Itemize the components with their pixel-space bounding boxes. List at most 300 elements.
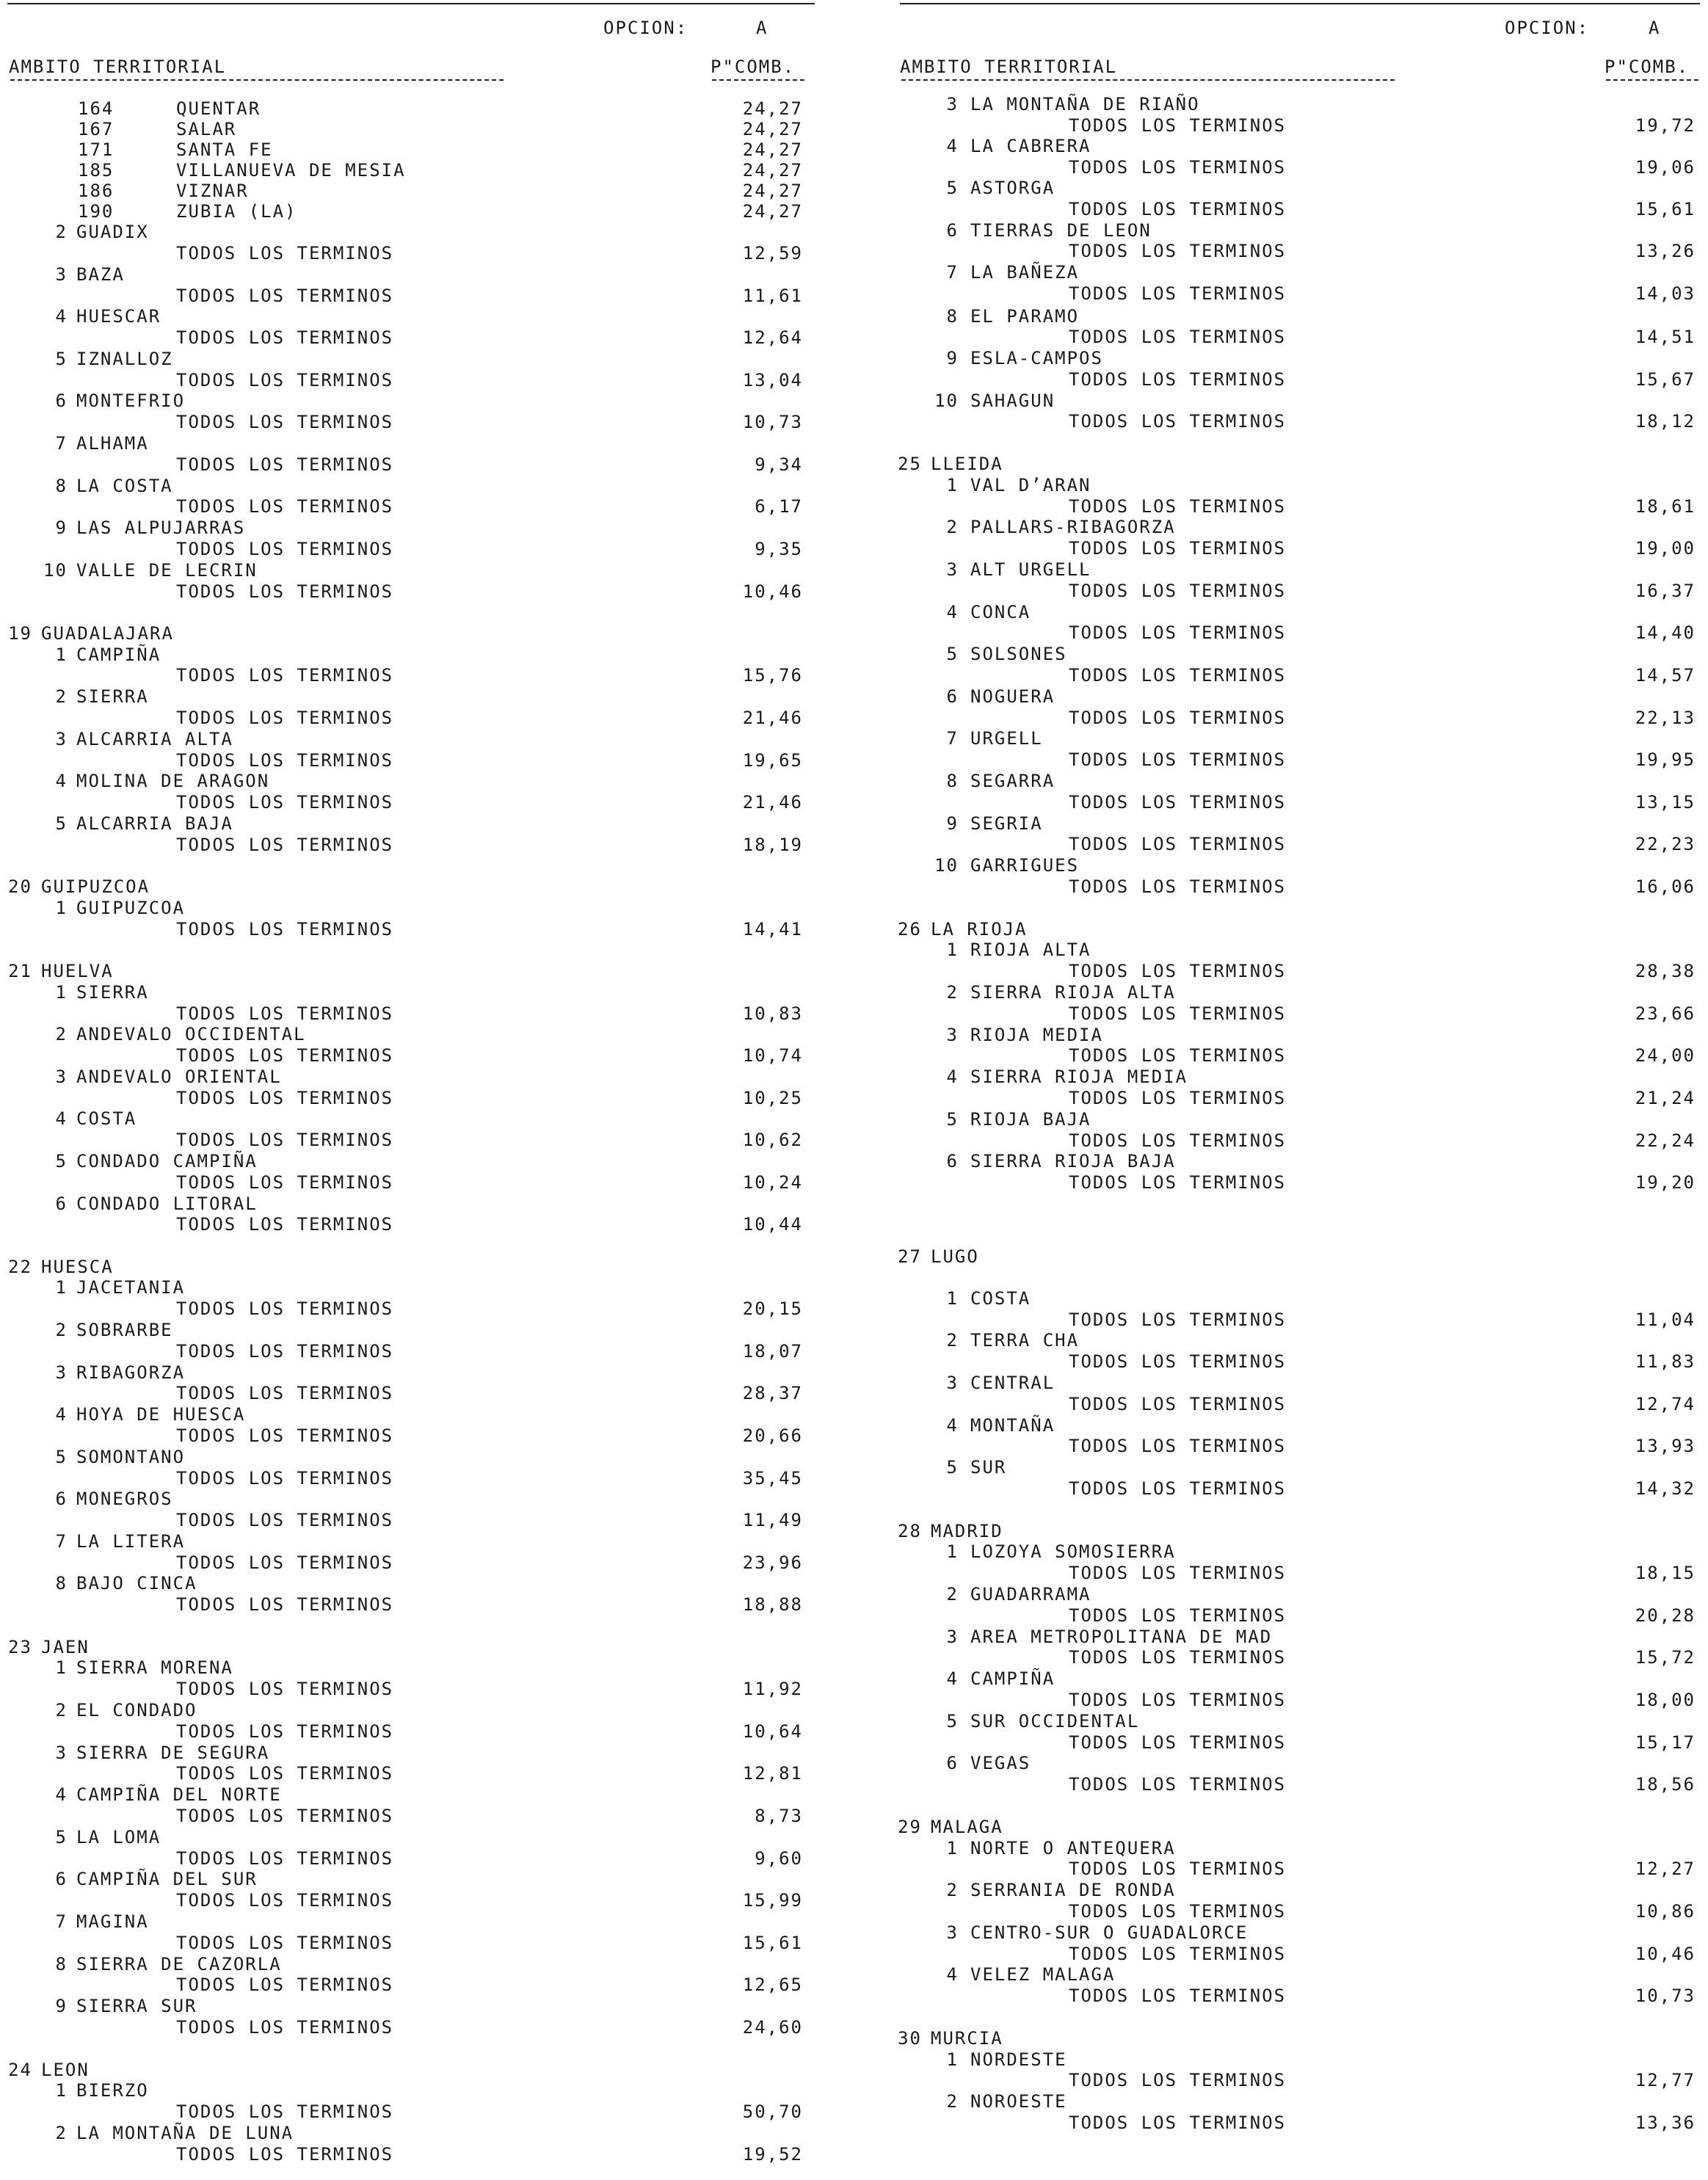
comarca-name: SUR OCCIDENTAL [970,1711,1140,1732]
todos-label: TODOS LOS TERMINOS [1069,369,1287,390]
comarca-name: MAGINA [76,1911,149,1932]
pcomb-value: 24,60 [742,2017,803,2038]
todos-row [885,876,1696,897]
ambito-underline [901,79,1395,81]
comarca-row [0,1954,807,1974]
province-name: HUELVA [41,961,114,981]
pcomb-value: 20,66 [742,1425,803,1446]
todos-label: TODOS LOS TERMINOS [1069,1774,1287,1795]
comarca-number: 1 [55,1657,68,1678]
comarca-name: ANDEVALO ORIENTAL [76,1067,282,1087]
todos-row [0,919,807,940]
pcomb-value: 19,20 [1635,1172,1696,1193]
todos-label: TODOS LOS TERMINOS [176,243,394,264]
comarca-row [0,264,807,285]
comarca-name: LAS ALPUJARRAS [76,517,246,538]
todos-label: TODOS LOS TERMINOS [176,708,394,728]
comarca-row [0,1869,807,1889]
comarca-name: CONDADO LITORAL [76,1193,258,1214]
comarca-name: ESLA-CAMPOS [970,348,1103,368]
comarca-name: HUESCAR [76,306,161,327]
comarca-number: 2 [55,1700,68,1721]
pcomb-value: 12,27 [1635,1859,1696,1879]
comarca-name: CENTRAL [970,1373,1055,1393]
comarca-row [885,728,1693,749]
comarca-row [0,686,807,707]
pcomb-value: 9,35 [755,539,803,559]
todos-row [0,1298,807,1319]
todos-row [885,1563,1696,1583]
comarca-row [885,1584,1693,1605]
todos-row [885,411,1696,432]
comarca-name: AREA METROPOLITANA DE MAD [970,1627,1273,1647]
todos-row [0,1552,807,1573]
todos-label: TODOS LOS TERMINOS [1069,665,1287,686]
comarca-name: CONCA [970,602,1031,622]
comarca-row [0,1362,807,1383]
todos-row [885,622,1696,643]
pcomb-underline [712,79,804,81]
province-row [0,1637,807,1657]
pcomb-value: 10,62 [742,1130,803,1150]
municipio-code: 190 [78,201,115,222]
pcomb-value: 15,61 [742,1933,803,1953]
opcion-label: OPCION: [603,18,688,38]
comarca-number: 5 [55,1827,68,1847]
comarca-name: LA CABRERA [970,136,1091,156]
todos-row [885,1774,1696,1795]
comarca-name: VAL D’ARAN [970,475,1091,495]
province-row [885,2028,1693,2049]
comarca-number: 3 [946,1373,959,1393]
pcomb-value: 10,83 [742,1003,803,1024]
province-name: MALAGA [931,1817,1003,1837]
comarca-number: 2 [946,2091,959,2112]
province-name: MURCIA [931,2028,1003,2049]
comarca-name: ALCARRIA BAJA [76,813,233,834]
todos-row [0,835,807,855]
comarca-name: ALCARRIA ALTA [76,729,233,749]
pcomb-value: 12,64 [742,327,803,348]
todos-row [0,708,807,728]
todos-row [0,1425,807,1446]
todos-label: TODOS LOS TERMINOS [1069,1901,1287,1922]
todos-label: TODOS LOS TERMINOS [176,1383,394,1403]
pcomb-value: 19,00 [1635,538,1696,559]
todos-label: TODOS LOS TERMINOS [176,454,394,475]
comarca-number: 3 [55,1743,68,1763]
comarca-name: NOGUERA [970,686,1055,707]
pcomb-value: 10,44 [742,1214,803,1235]
todos-row [885,1088,1696,1108]
top-rule [900,3,1700,4]
comarca-number: 2 [946,1330,959,1351]
municipio-name: QUENTAR [176,98,261,119]
province-code: 19 [8,623,32,644]
province-name: GUADALAJARA [41,623,174,644]
right-column [885,0,1708,2180]
comarca-name: BAZA [76,264,125,285]
todos-row [0,792,807,813]
comarca-number: 7 [946,728,959,749]
comarca-row [0,390,807,411]
todos-row [0,1763,807,1784]
comarca-name: LA LOMA [76,1827,161,1847]
comarca-number: 5 [946,1109,959,1130]
comarca-name: CAMPIÑA [76,644,161,665]
comarca-row [0,771,807,791]
todos-row [0,454,807,475]
comarca-name: RIOJA BAJA [970,1109,1091,1130]
comarca-number: 1 [946,1838,959,1859]
pcomb-header: P"COMB. [711,57,796,77]
pcomb-value: 10,86 [1635,1901,1696,1922]
todos-row [0,243,807,264]
comarca-row [0,1024,807,1044]
pcomb-value: 22,24 [1635,1130,1696,1151]
municipio-name: ZUBIA (LA) [176,201,297,222]
province-code: 21 [8,961,32,981]
municipio-row [0,160,807,181]
province-code: 25 [898,454,922,474]
pcomb-value: 18,19 [742,835,803,855]
province-row [885,454,1693,474]
todos-row [885,1647,1696,1668]
todos-row [0,1933,807,1953]
pcomb-value: 10,74 [742,1045,803,1066]
todos-row [0,1003,807,1024]
province-row [0,2060,807,2080]
comarca-number: 9 [55,1996,68,2016]
comarca-name: LA MONTAÑA DE LUNA [76,2123,294,2143]
comarca-name: ALT URGELL [970,559,1091,580]
province-code: 22 [8,1257,32,1277]
todos-label: TODOS LOS TERMINOS [176,2144,394,2165]
comarca-row [885,686,1693,707]
pcomb-value: 24,27 [742,139,803,160]
municipio-row [0,98,807,119]
pcomb-value: 11,83 [1635,1351,1696,1372]
comarca-row [0,644,807,665]
todos-row [885,1045,1696,1066]
todos-label: TODOS LOS TERMINOS [1069,1690,1287,1710]
opcion-value: A [756,18,768,38]
ambito-underline [10,79,504,81]
todos-label: TODOS LOS TERMINOS [176,750,394,771]
comarca-row [885,1025,1693,1045]
todos-row [885,1130,1696,1151]
comarca-row [0,1067,807,1087]
pcomb-value: 9,60 [755,1848,803,1869]
todos-label: TODOS LOS TERMINOS [1069,157,1287,178]
comarca-name: CAMPIÑA DEL NORTE [76,1784,282,1805]
todos-label: TODOS LOS TERMINOS [1069,1088,1287,1108]
comarca-row [0,1151,807,1171]
todos-label: TODOS LOS TERMINOS [1069,1563,1287,1583]
pcomb-value: 20,28 [1635,1605,1696,1626]
pcomb-value: 15,72 [1635,1647,1696,1668]
pcomb-value: 19,72 [1635,115,1696,136]
comarca-number: 6 [55,1193,68,1214]
pcomb-value: 15,61 [1635,199,1696,219]
todos-label: TODOS LOS TERMINOS [176,286,394,306]
todos-label: TODOS LOS TERMINOS [1069,708,1287,728]
pcomb-value: 19,95 [1635,749,1696,770]
province-name: LLEIDA [931,454,1003,474]
comarca-row [885,1330,1693,1351]
comarca-row [0,1404,807,1425]
comarca-row [0,1743,807,1763]
municipio-row [0,139,807,160]
todos-row [885,1944,1696,1964]
comarca-number: 2 [55,2123,68,2143]
comarca-row [885,262,1693,283]
comarca-name: BAJO CINCA [76,1573,197,1594]
province-code: 29 [898,1817,922,1837]
todos-row [885,1172,1696,1193]
comarca-name: SIERRA DE CAZORLA [76,1954,282,1974]
comarca-row [885,2049,1693,2070]
pcomb-value: 16,06 [1635,876,1696,897]
todos-row [0,2144,807,2165]
comarca-row [885,1457,1693,1478]
comarca-name: HOYA DE HUESCA [76,1404,246,1425]
pcomb-value: 28,38 [1635,961,1696,981]
comarca-row [885,1067,1693,1087]
pcomb-underline [1606,79,1698,81]
todos-label: TODOS LOS TERMINOS [176,1974,394,1995]
todos-row [885,1605,1696,1626]
comarca-row [0,1489,807,1509]
comarca-number: 2 [946,517,959,537]
pcomb-value: 14,40 [1635,622,1696,643]
todos-row [885,2112,1696,2133]
comarca-number: 9 [55,517,68,538]
comarca-row [885,348,1693,368]
todos-row [885,1394,1696,1414]
todos-label: TODOS LOS TERMINOS [176,1425,394,1446]
todos-row [0,1679,807,1699]
pcomb-value: 24,27 [742,98,803,119]
comarca-row [0,1911,807,1932]
comarca-name: NOROESTE [970,2091,1067,2112]
province-code: 20 [8,876,32,897]
comarca-number: 4 [946,1668,959,1689]
municipio-code: 185 [78,160,115,181]
comarca-number: 4 [946,1964,959,1985]
comarca-row [0,1996,807,2016]
comarca-name: SIERRA SUR [76,1996,197,2016]
comarca-row [0,1827,807,1847]
todos-label: TODOS LOS TERMINOS [176,1088,394,1108]
comarca-name: CONDADO CAMPIÑA [76,1151,258,1171]
pcomb-value: 24,27 [742,181,803,201]
comarca-name: SIERRA RIOJA MEDIA [970,1067,1188,1087]
comarca-row [885,1753,1693,1773]
province-row [0,961,807,981]
comarca-number: 10 [934,390,959,411]
comarca-number: 2 [946,982,959,1003]
comarca-name: RIOJA MEDIA [970,1025,1103,1045]
pcomb-value: 22,23 [1635,834,1696,854]
province-row [0,623,807,644]
todos-row [885,2070,1696,2090]
pcomb-value: 20,15 [742,1298,803,1319]
todos-label: TODOS LOS TERMINOS [176,370,394,390]
todos-label: TODOS LOS TERMINOS [1069,961,1287,981]
todos-label: TODOS LOS TERMINOS [176,581,394,602]
province-name: LUGO [931,1246,979,1267]
todos-label: TODOS LOS TERMINOS [176,1172,394,1193]
comarca-name: SIERRA DE SEGURA [76,1743,270,1763]
todos-row [885,792,1696,813]
comarca-row [0,1277,807,1298]
todos-row [0,1890,807,1911]
comarca-number: 3 [55,1067,68,1087]
todos-row [0,1341,807,1362]
municipio-row [0,201,807,222]
todos-label: TODOS LOS TERMINOS [1069,327,1287,347]
comarca-name: BIERZO [76,2080,149,2101]
todos-label: TODOS LOS TERMINOS [176,1552,394,1573]
pcomb-value: 12,59 [742,243,803,264]
comarca-number: 4 [55,1108,68,1129]
comarca-name: MONTAÑA [970,1415,1055,1436]
todos-row [0,1510,807,1530]
todos-label: TODOS LOS TERMINOS [176,1721,394,1742]
province-row [885,1246,1693,1267]
comarca-number: 3 [55,264,68,285]
todos-label: TODOS LOS TERMINOS [1069,581,1287,601]
pcomb-value: 11,04 [1635,1309,1696,1330]
comarca-name: TIERRAS DE LEON [970,220,1152,241]
comarca-number: 1 [946,940,959,960]
comarca-name: EL CONDADO [76,1700,197,1721]
comarca-name: JACETANIA [76,1277,186,1298]
comarca-name: MONEGROS [76,1489,173,1509]
comarca-name: SEGRIA [970,813,1043,834]
todos-row [885,665,1696,686]
todos-label: TODOS LOS TERMINOS [176,1298,394,1319]
todos-row [0,1594,807,1615]
pcomb-value: 12,81 [742,1763,803,1784]
comarca-row [0,1700,807,1721]
pcomb-value: 18,07 [742,1341,803,1362]
pcomb-value: 13,15 [1635,792,1696,813]
comarca-name: URGELL [970,728,1043,749]
pcomb-value: 13,93 [1635,1436,1696,1456]
comarca-row [0,2080,807,2101]
comarca-number: 1 [55,1277,68,1298]
todos-label: TODOS LOS TERMINOS [1069,749,1287,770]
pcomb-value: 14,51 [1635,327,1696,347]
comarca-number: 5 [55,1151,68,1171]
todos-label: TODOS LOS TERMINOS [176,1130,394,1150]
comarca-row [0,306,807,327]
opcion-value: A [1649,18,1661,38]
comarca-name: GARRIGUES [970,855,1080,876]
comarca-name: SUR [970,1457,1007,1478]
pcomb-value: 10,24 [742,1172,803,1193]
comarca-name: GUADIX [76,222,149,242]
comarca-row [0,560,807,581]
todos-row [0,496,807,517]
opcion-label: OPCION: [1505,18,1590,38]
todos-label: TODOS LOS TERMINOS [176,412,394,432]
comarca-number: 4 [55,306,68,327]
municipio-row [0,119,807,139]
todos-row [885,538,1696,559]
comarca-row [0,349,807,369]
todos-row [885,1309,1696,1330]
todos-label: TODOS LOS TERMINOS [176,539,394,559]
comarca-number: 5 [55,349,68,369]
comarca-number: 4 [946,136,959,156]
todos-label: TODOS LOS TERMINOS [1069,411,1287,432]
pcomb-value: 14,03 [1635,283,1696,304]
comarca-number: 6 [946,686,959,707]
comarca-name: RIBAGORZA [76,1362,186,1383]
municipio-name: VIZNAR [176,181,249,201]
todos-label: TODOS LOS TERMINOS [1069,496,1287,517]
comarca-row [885,602,1693,622]
todos-row [0,1721,807,1742]
todos-label: TODOS LOS TERMINOS [176,1763,394,1784]
pcomb-value: 19,06 [1635,157,1696,178]
comarca-number: 3 [946,559,959,580]
todos-label: TODOS LOS TERMINOS [1069,1003,1287,1024]
todos-label: TODOS LOS TERMINOS [176,919,394,940]
comarca-row [885,1668,1693,1689]
todos-row [885,1003,1696,1024]
comarca-number: 2 [55,1320,68,1340]
comarca-name: LOZOYA SOMOSIERRA [970,1541,1176,1562]
comarca-name: LA COSTA [76,476,173,496]
todos-row [0,1088,807,1108]
pcomb-value: 15,76 [742,665,803,686]
comarca-number: 10 [934,855,959,876]
comarca-name: NORDESTE [970,2049,1067,2070]
pcomb-value: 12,77 [1635,2070,1696,2090]
pcomb-value: 14,41 [742,919,803,940]
todos-label: TODOS LOS TERMINOS [176,1848,394,1869]
province-name: LEON [41,2060,90,2080]
todos-row [0,1848,807,1869]
comarca-row [885,517,1693,537]
comarca-number: 1 [946,2049,959,2070]
comarca-number: 1 [55,898,68,918]
todos-row [885,581,1696,601]
pcomb-value: 22,13 [1635,708,1696,728]
todos-row [885,961,1696,981]
comarca-name: COSTA [76,1108,137,1129]
todos-label: TODOS LOS TERMINOS [176,792,394,813]
comarca-row [885,220,1693,241]
comarca-row [885,1838,1693,1859]
comarca-number: 4 [55,1784,68,1805]
comarca-row [885,1288,1693,1309]
comarca-number: 3 [55,729,68,749]
comarca-number: 2 [946,1584,959,1605]
comarca-number: 1 [946,475,959,495]
comarca-name: MOLINA DE ARAGON [76,771,270,791]
pcomb-value: 14,32 [1635,1478,1696,1499]
comarca-name: VEGAS [970,1753,1031,1773]
comarca-row [0,1573,807,1594]
pcomb-value: 15,67 [1635,369,1696,390]
comarca-name: SIERRA [76,982,149,1003]
comarca-row [885,306,1693,327]
